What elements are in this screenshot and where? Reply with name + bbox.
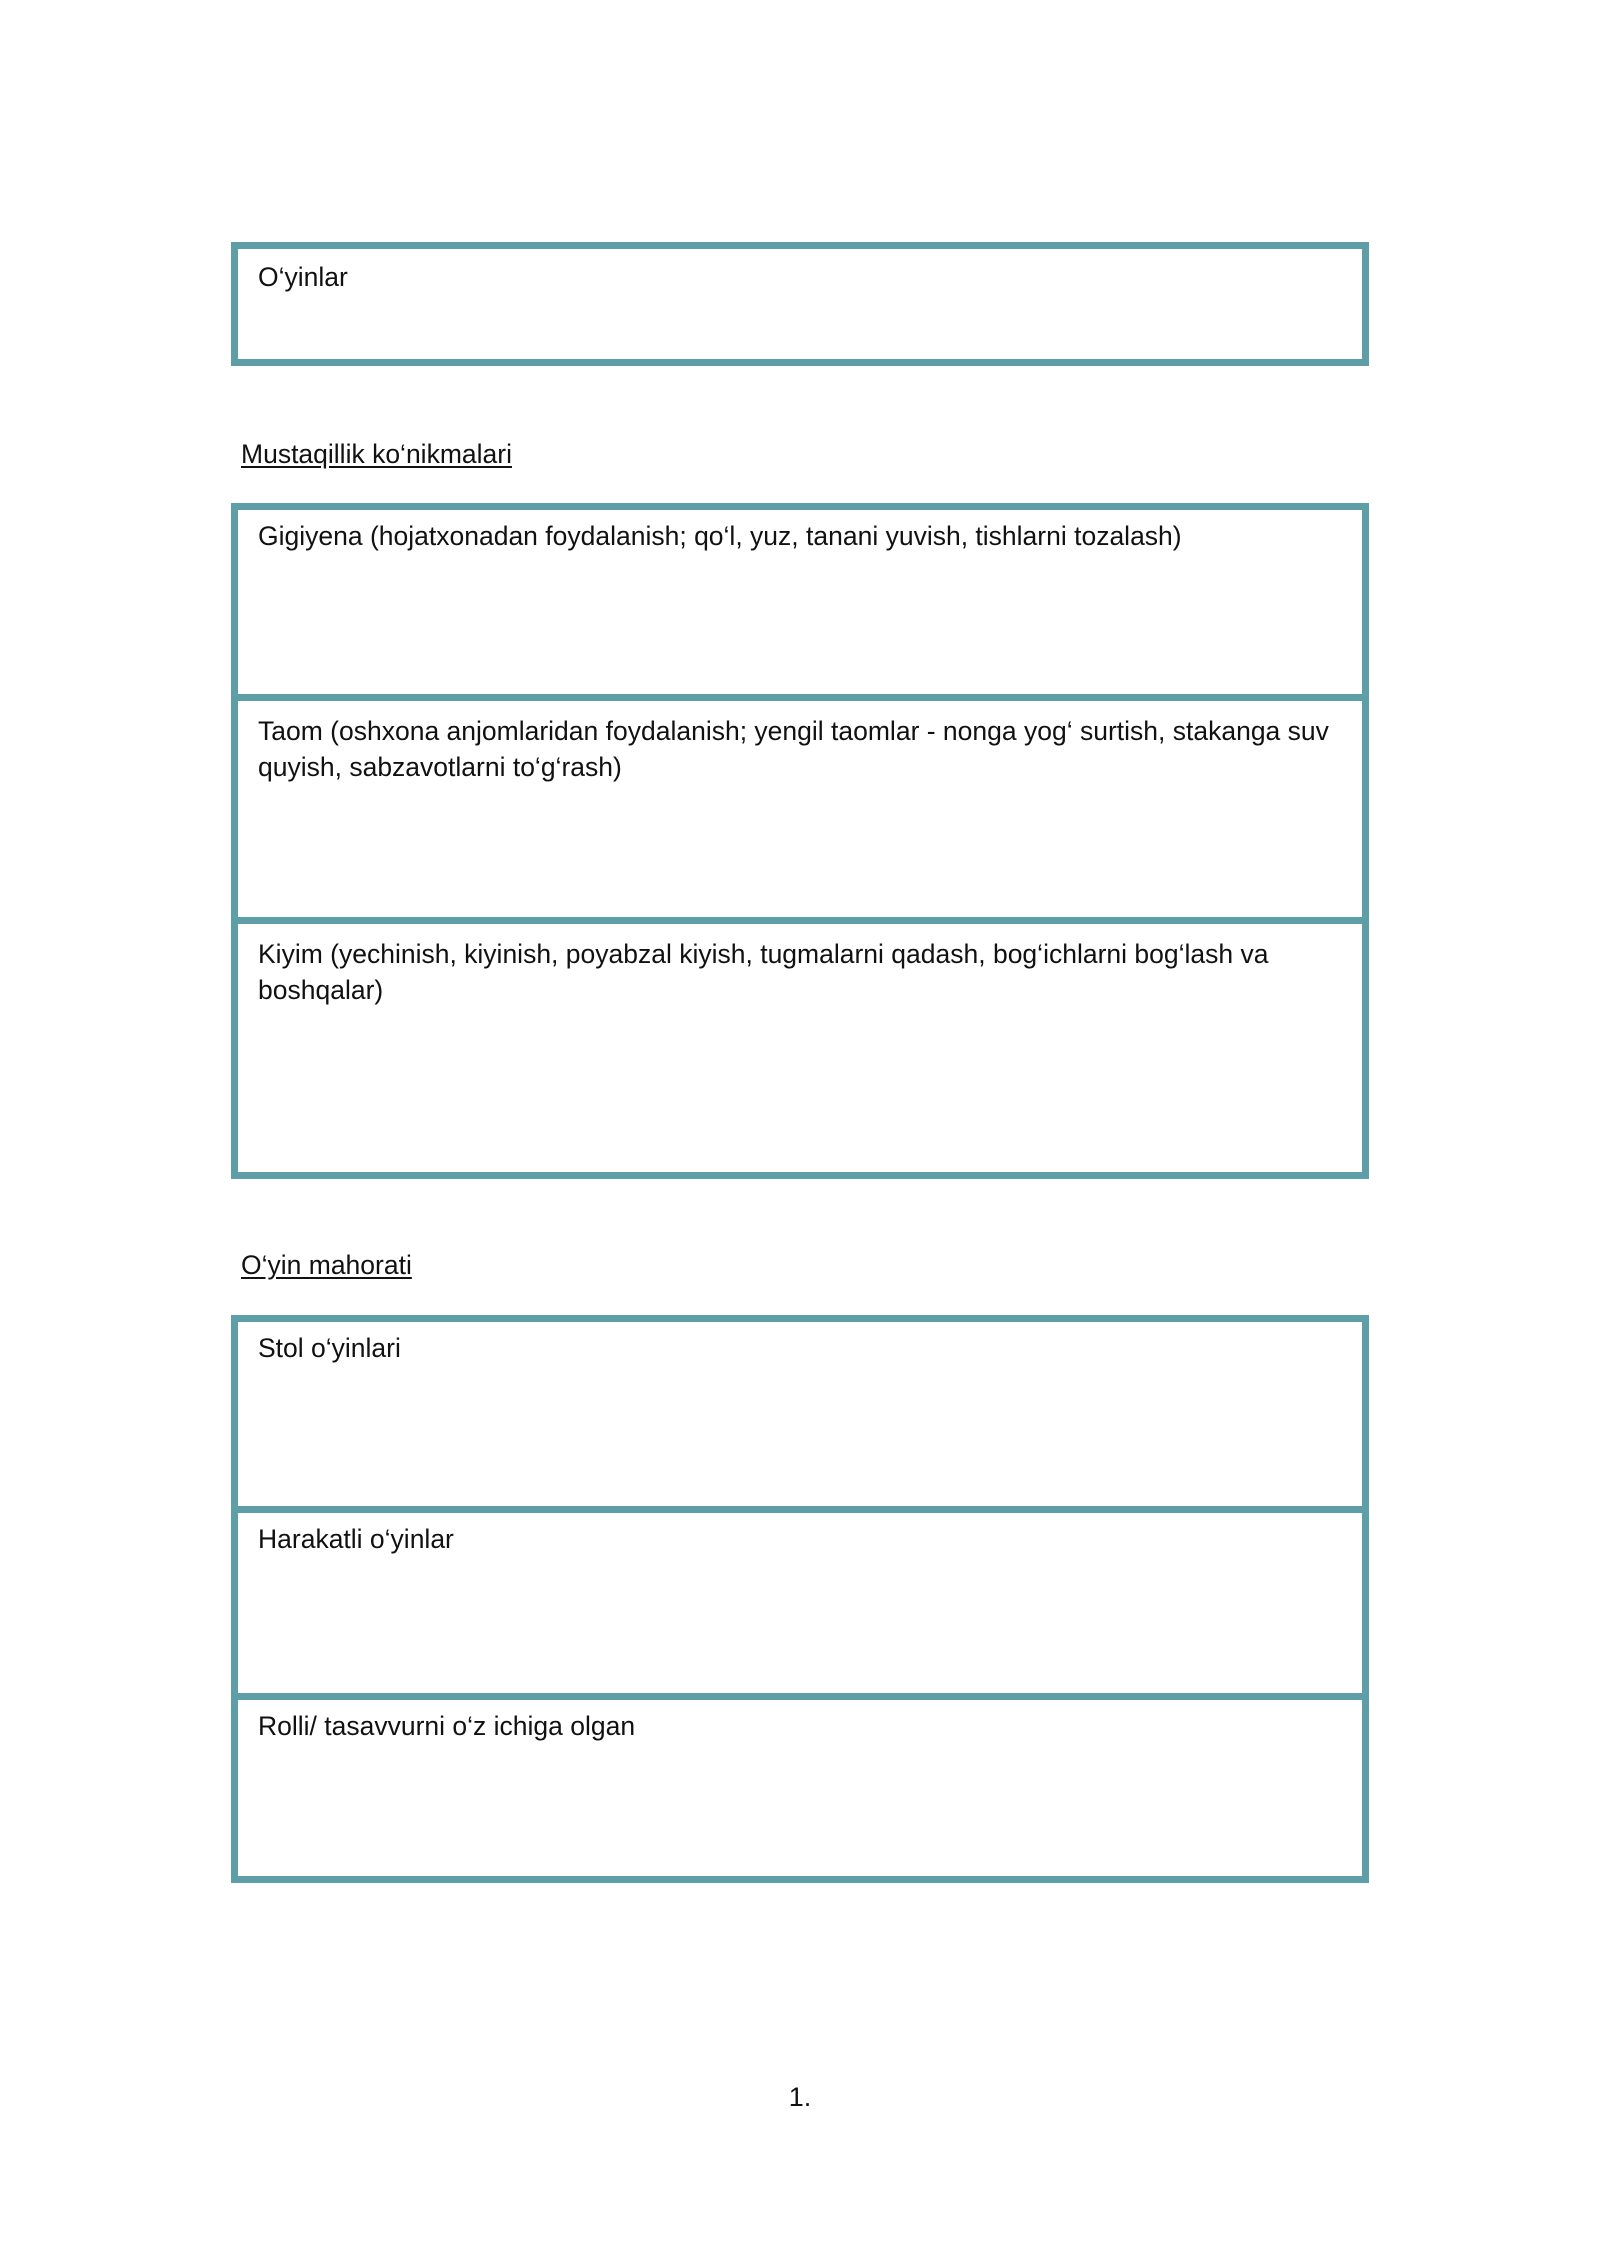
independence-skills-table [231,503,1369,1179]
active-games-label: Harakatli o‘yinlar [258,1524,454,1554]
independence-skills-heading: Mustaqillik ko‘nikmalari [241,439,512,469]
food-label: Taom (oshxona anjomlaridan foydalanish; yengil taomlar - nonga yog‘ surtish, stakanga suv quyish, sabzavotlarni to‘g‘rash) [258,716,1329,782]
clothing-row[interactable] [238,917,1362,1172]
food-row[interactable] [238,694,1362,917]
play-skills-heading: O‘yin mahorati [241,1250,412,1280]
hygiene-label: Gigiyena (hojatxonadan foydalanish; qo‘l, yuz, tanani yuvish, tishlarni tozalash) [258,521,1182,551]
hygiene-row[interactable] [238,510,1362,694]
games-row[interactable] [238,249,1362,359]
board-games-label: Stol o‘yinlari [258,1333,401,1363]
role-play-row[interactable] [238,1693,1362,1876]
page-number: 1. [788,2082,812,2112]
games-box [231,242,1369,366]
games-label: O‘yinlar [258,262,348,292]
board-games-row[interactable] [238,1322,1362,1506]
role-play-label: Rolli/ tasavvurni o‘z ichiga olgan [258,1711,636,1741]
active-games-row[interactable] [238,1506,1362,1693]
play-skills-table [231,1315,1369,1883]
clothing-label: Kiyim (yechinish, kiyinish, poyabzal kiyish, tugmalarni qadash, bog‘ichlarni bog‘lash va boshqalar) [258,939,1269,1005]
